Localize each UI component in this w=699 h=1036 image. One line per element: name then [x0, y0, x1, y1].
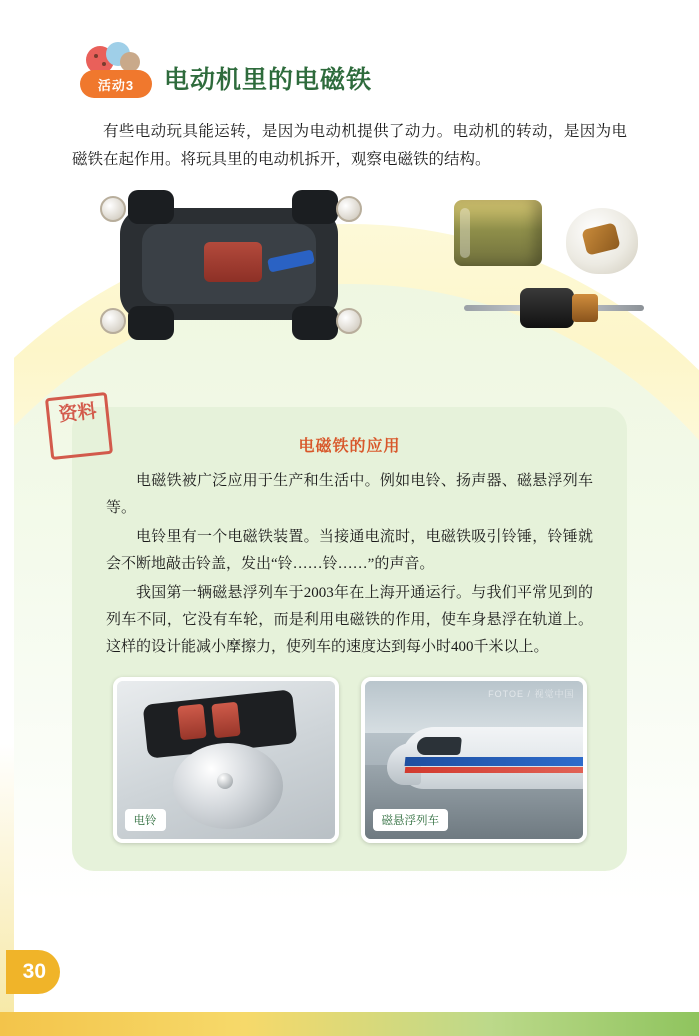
info-box-wrapper — [57, 401, 627, 871]
electric-bell-photo — [113, 677, 339, 843]
info-paragraph-3: 我国第一辆磁悬浮列车于2003年在上海开通运行。与我们平常见到的列车不同，它没有车轮，而是利用电磁铁的作用，使车身悬浮在轨道上。这样的设计能减小摩擦力，使列车的速度达到每小时400千米以上。 — [106, 585, 593, 655]
motor-housing-photo — [454, 200, 542, 266]
activity-heading — [72, 54, 627, 110]
info-paragraph-1: 电磁铁被广泛应用于生产和生活中。例如电铃、扬声器、磁悬浮列车等。 — [106, 473, 593, 516]
reference-seal-icon: 资料 — [45, 392, 113, 460]
maglev-train-caption: 磁悬浮列车 — [373, 809, 449, 831]
maglev-train-photo — [361, 677, 587, 843]
background-bottom-band — [0, 1012, 699, 1036]
activity-badge: 活动3 — [80, 70, 152, 98]
activity-intro-paragraph: 有些电动玩具能运转，是因为电动机提供了动力。电动机的转动，是因为电磁铁在起作用。将玩具里的电动机拆开，观察电磁铁的结构。 — [72, 123, 627, 168]
motor-armature-photo — [464, 280, 644, 336]
info-box-photos — [106, 677, 593, 843]
motor-end-cap-photo — [566, 208, 638, 274]
toy-car-chassis-photo — [92, 190, 367, 340]
info-box-title: 电磁铁的应用 — [298, 438, 401, 455]
motor-photo-strip — [72, 188, 627, 363]
page-number: 30 — [6, 950, 60, 994]
page-content — [0, 54, 699, 871]
info-paragraph-2: 电铃里有一个电磁铁装置。当接通电流时，电磁铁吸引铃锤，铃锤就会不断地敲击铃盖，发出“铃……铃……”的声音。 — [106, 529, 593, 572]
info-box — [72, 407, 627, 871]
activity-title: 电动机里的电磁铁 — [164, 66, 373, 94]
photo-watermark: FOTOE / 视觉中国 — [488, 689, 575, 699]
electric-bell-caption: 电铃 — [125, 809, 166, 831]
